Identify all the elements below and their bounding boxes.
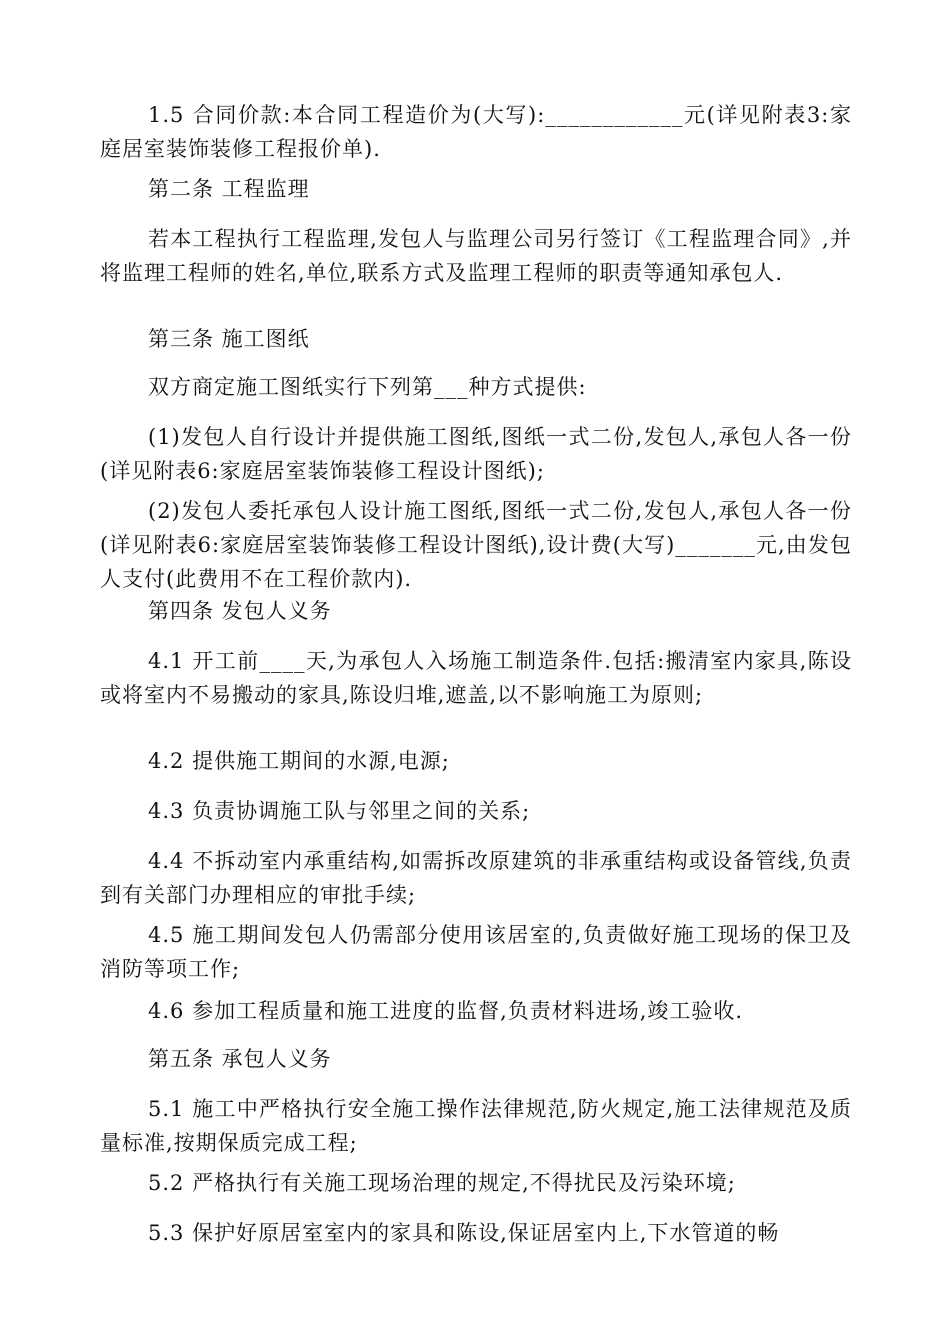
paragraph-drawing-method: 双方商定施工图纸实行下列第___种方式提供: [148, 375, 587, 399]
heading-article-5: 第五条 承包人义务 [148, 1047, 332, 1071]
paragraph-supervision: 若本工程执行工程监理,发包人与监理公司另行签订《工程监理合同》,并将监理工程师的姓名,单位,联系方式及监理工程师的职责等通知承包人. [100, 227, 852, 285]
paragraph-5-3: 5.3 保护好原居室室内的家具和陈设,保证居室内上,下水管道的畅 [148, 1221, 780, 1245]
heading-article-3: 第三条 施工图纸 [148, 327, 310, 351]
paragraph-4-2: 4.2 提供施工期间的水源,电源; [148, 749, 450, 773]
paragraph-drawing-option-2: (2)发包人委托承包人设计施工图纸,图纸一式二份,发包人,承包人各一份(详见附表6:家庭居室装饰装修工程设计图纸),设计费(大写)_______元,由发包人支付(此费用不在工程价款内). [100, 499, 852, 591]
heading-article-2: 第二条 工程监理 [148, 177, 310, 201]
paragraph-4-6: 4.6 参加工程质量和施工进度的监督,负责材料进场,竣工验收. [148, 999, 744, 1023]
paragraph-5-1: 5.1 施工中严格执行安全施工操作法律规范,防火规定,施工法律规范及质量标准,按期保质完成工程; [100, 1097, 852, 1155]
paragraph-contract-price: 1.5 合同价款:本合同工程造价为(大写):____________元(详见附表3:家庭居室装饰装修工程报价单). [100, 103, 852, 161]
heading-article-4: 第四条 发包人义务 [148, 599, 332, 623]
paragraph-4-5: 4.5 施工期间发包人仍需部分使用该居室的,负责做好施工现场的保卫及消防等项工作; [100, 923, 852, 981]
paragraph-4-3: 4.3 负责协调施工队与邻里之间的关系; [148, 799, 531, 823]
paragraph-4-1: 4.1 开工前____天,为承包人入场施工制造条件.包括:搬清室内家具,陈设或将室内不易搬动的家具,陈设归堆,遮盖,以不影响施工为原则; [100, 649, 852, 707]
paragraph-5-2: 5.2 严格执行有关施工现场治理的规定,不得扰民及污染环境; [148, 1171, 736, 1195]
paragraph-4-4: 4.4 不拆动室内承重结构,如需拆改原建筑的非承重结构或设备管线,负责到有关部门办理相应的审批手续; [100, 849, 852, 907]
paragraph-drawing-option-1: (1)发包人自行设计并提供施工图纸,图纸一式二份,发包人,承包人各一份(详见附表6:家庭居室装饰装修工程设计图纸); [100, 425, 852, 483]
